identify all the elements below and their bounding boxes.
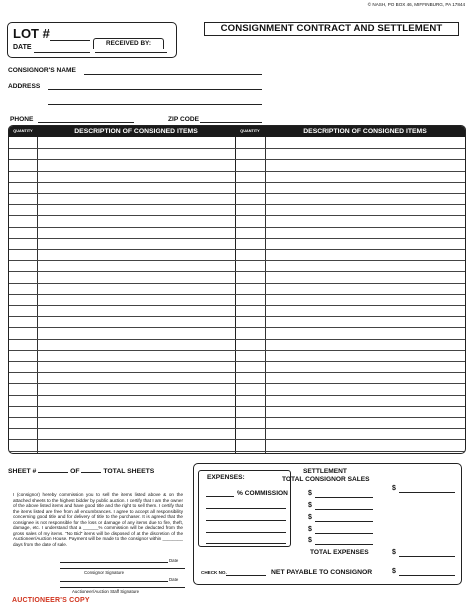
expense-amount-line-2[interactable] [315,521,373,522]
table-row-line[interactable] [9,428,465,429]
consignor-date-line[interactable] [60,568,185,569]
zip-code-label: ZIP CODE [168,116,200,123]
expense-dollar-3: $ [308,526,312,533]
commission-amount-line[interactable] [315,497,373,498]
received-by-label: RECEIVED BY: [93,38,164,49]
expense-dollar-1: $ [308,502,312,509]
table-row-line[interactable] [9,417,465,418]
phone-label: PHONE [10,116,34,123]
table-row-line[interactable] [9,406,465,407]
consignor-signature-label: Consignor Signature [84,570,125,575]
date-label-consignor: Date [169,558,179,563]
zip-code-line[interactable] [200,122,262,123]
expense-line-3[interactable] [206,532,286,533]
auctioneer-signature-label: Auctioneer/Auction Staff Signature [72,589,140,594]
commission-label: % COMMISSION [237,490,288,497]
total-sheets-blank[interactable] [81,472,101,473]
lot-label: LOT # [13,26,50,41]
net-payable-label: NET PAYABLE TO CONSIGNOR [271,569,373,576]
commission-dollar: $ [308,490,312,497]
expense-amount-line-4[interactable] [315,544,373,545]
sheet-number-blank[interactable] [38,472,68,473]
table-row-line[interactable] [9,451,465,452]
table-row-line[interactable] [9,372,465,373]
table-row-line[interactable] [9,283,465,284]
consignor-signature-line[interactable] [60,562,168,563]
date-label: DATE [13,44,32,51]
table-header [9,126,465,137]
table-row-line[interactable] [9,395,465,396]
sheet-label: SHEET # [8,468,37,475]
address-label: ADDRESS [8,83,41,90]
document-title: CONSIGNMENT CONTRACT AND SETTLEMENT [204,22,459,36]
copy-stamp: AUCTIONEER'S COPY [12,597,90,604]
total-sheets-label: TOTAL SHEETS [103,468,155,475]
address-line-2[interactable] [48,104,262,105]
table-row-line[interactable] [9,182,465,183]
expense-line-1[interactable] [206,508,286,509]
description-header-right: DESCRIPTION OF CONSIGNED ITEMS [303,128,427,135]
total-expenses-label: TOTAL EXPENSES [310,549,369,556]
of-label: OF [70,468,80,475]
table-row-line[interactable] [9,350,465,351]
table-row-line[interactable] [9,159,465,160]
table-row-line[interactable] [9,238,465,239]
check-no-label: CHECK NO. [201,570,227,575]
total-expenses-line[interactable] [399,556,455,557]
table-row-line[interactable] [9,339,465,340]
date-line[interactable] [34,52,90,53]
table-row-line[interactable] [9,271,465,272]
table-row-line[interactable] [9,148,465,149]
expense-line-2[interactable] [206,520,286,521]
table-row-line[interactable] [9,249,465,250]
net-payable-line[interactable] [399,575,455,576]
table-row-line[interactable] [9,294,465,295]
commission-rate-line[interactable] [206,496,234,497]
expense-amount-line-1[interactable] [315,509,373,510]
copyright-notice: © NASH, PO BOX 46, MIFFINBURG, PA 17844 [367,2,465,7]
net-payable-dollar: $ [392,568,396,575]
table-row-line[interactable] [9,316,465,317]
table-row-line[interactable] [9,260,465,261]
consignment-agreement-text: I (consignor) hereby commission you to sell the items listed above & on the attached sheets to the highest bidder by public auction. I certify that I am the owner of the above listed items and have good title and the right to sell them. I certify that the items listed are free from all encumbrances. I agree to accept all responsibility concerning good title and for delivery of title to the purchaser. It is agreed that the consignee is not responsible for the loss or damage of any items due to fire, theft, damage, etc. I understand that a ______% commission will be deducted from the gross sales of my items. "No Bid" items will be disposed of at the discretion of the Auctioneer/Auction House. Payment will be made to the consignor within ________ days from the date of sale. [13,492,183,547]
consignor-name-line[interactable] [84,74,262,75]
table-row-line[interactable] [9,383,465,384]
total-sales-label: TOTAL CONSIGNOR SALES [282,476,370,483]
table-row-line[interactable] [9,327,465,328]
expense-amount-line-3[interactable] [315,533,373,534]
expense-dollar-2: $ [308,514,312,521]
total-sales-line[interactable] [399,492,455,493]
auctioneer-date-line[interactable] [60,587,185,588]
table-row-line[interactable] [9,361,465,362]
sheet-count-line [8,468,154,475]
check-no-line[interactable] [226,575,266,576]
date-label-auctioneer: Date [169,577,179,582]
expense-line-4[interactable] [206,543,286,544]
table-row-line[interactable] [9,215,465,216]
consignor-name-label: CONSIGNOR'S NAME [8,67,76,74]
expense-dollar-4: $ [308,537,312,544]
lot-number-line[interactable] [50,40,90,41]
address-line-1[interactable] [48,89,262,90]
table-row-line[interactable] [9,227,465,228]
table-row-line[interactable] [9,439,465,440]
table-row-line[interactable] [9,305,465,306]
table-row-line[interactable] [9,204,465,205]
items-table [8,125,466,454]
expenses-label: EXPENSES: [207,474,245,481]
table-row-line[interactable] [9,193,465,194]
phone-line[interactable] [38,122,134,123]
settlement-heading: SETTLEMENT [303,468,347,475]
quantity-header-left: QUANTITY [13,129,33,133]
quantity-header-right: QUANTITY [240,129,260,133]
total-expenses-dollar: $ [392,549,396,556]
description-header-left: DESCRIPTION OF CONSIGNED ITEMS [74,128,198,135]
received-by-line[interactable] [95,52,167,53]
auctioneer-signature-line[interactable] [60,581,168,582]
total-sales-dollar: $ [392,485,396,492]
table-row-line[interactable] [9,171,465,172]
